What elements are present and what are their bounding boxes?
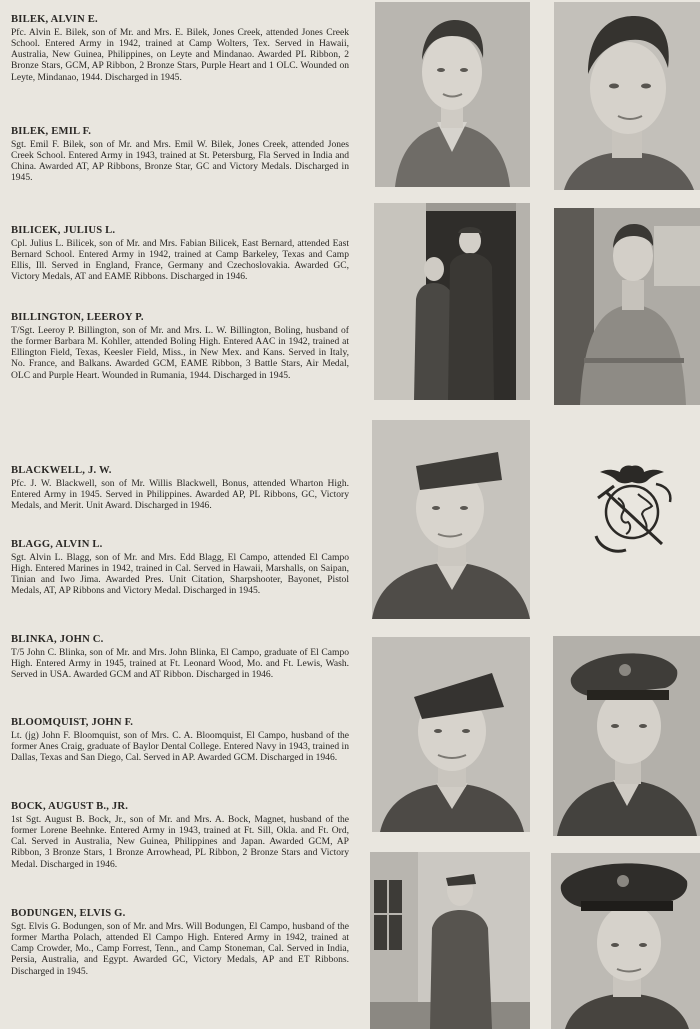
entry-blinka-john	[11, 634, 349, 680]
entry-bio: Pfc. J. W. Blackwell, son of Mr. Willis Blackwell, Bonus, attended Wharton High. Entered Army in 1945. Served in Philippines. Awarded AP, PL Ribbons, GC, Victory Medals, and Merit. Unit Award. Discharged in 1946.	[11, 478, 349, 512]
photo-bock-august	[370, 852, 530, 1029]
entry-name: BLACKWELL, J. W.	[11, 465, 112, 476]
entry-bio: Sgt. Elvis G. Bodungen, son of Mr. and Mrs. Will Bodungen, El Campo, husband of the former Martha Polach, attended El Campo High. Entered Army in 1942, trained at Camp Crowder, Mo., Camp Forrest, Tenn., and Camp Stoneman, Cal. Served in India, Persia, Australia, and Egypt. Awarded GC, Victory Medals, AP and ET Ribbons. Discharged in 1945.	[11, 921, 349, 977]
entry-bloomquist-john	[11, 717, 349, 763]
entry-bio: 1st Sgt. August B. Bock, Jr., son of Mr. and Mrs. A. Bock, Magnet, husband of the former Lorene Beehnke. Entered Army in 1943, trained at Ft. Sill, Okla. and Ft. Ord, Cal. Served in Australia, New Guinea, Philippines and Japan. Awarded GCM, AP Ribbon, 3 Bronze Stars, 1 Bronze Arrowhead, PL Ribbon, 2 Bronze Stars and Victory Medal. Discharged in 1946.	[11, 814, 349, 870]
photo-bilicek-julius	[374, 203, 530, 400]
entry-bio: Lt. (jg) John F. Bloomquist, son of Mrs. C. A. Bloomquist, El Campo, husband of the former Anes Craig, graduate of Baylor Dental College. Entered Navy in 1943, trained in Dallas, Texas and San Diego, Cal. Served in AP. Awarded GCM. Discharged in 1946.	[11, 730, 349, 764]
entry-blackwell-jw	[11, 465, 349, 511]
entry-name: BODUNGEN, ELVIS G.	[11, 908, 126, 919]
entry-bilek-alvin	[11, 14, 349, 83]
entry-bio: Sgt. Alvin L. Blagg, son of Mr. and Mrs. Edd Blagg, El Campo, attended El Campo High. Entered Marines in 1942, trained in Cal. Served in Hawaii, Marshalls, on Saipan, Tinian and Iwo Jima. Awarded Pres. Unit Citation, Sharpshooter, Bayonet, Pistol Medals, AT, AP Ribbons and Victory Medal. Discharged in 1945.	[11, 552, 349, 597]
entry-bio: T/Sgt. Leeroy P. Billington, son of Mr. and Mrs. L. W. Billington, Boling, husband of the former Barbara M. Kohller, attended Boling High. Entered AAC in 1942, trained at Ellington Field, Texas, Keesler Field, Miss., in New Mex. and Kans. Served in Italy, No. France, and Balkans. Awarded GCM, EAME Ribbon, 3 Battle Stars, Air Medal, OLC and Purple Heart. Wounded in Rumania, 1944. Discharged in 1945.	[11, 325, 349, 381]
photo-blackwell-jw	[372, 420, 530, 619]
entry-bio: Cpl. Julius L. Bilicek, son of Mr. and Mrs. Fabian Bilicek, East Bernard, attended East Bernard School. Entered Army in 1942, trained at Camp Barkeley, Texas and Camp Ellis, Ill. Served in England, France, Germany and Czechoslovakia. Awarded GC, Victory Medals, AT and EAME Ribbons. Discharged in 1946.	[11, 238, 349, 283]
entry-bock-august	[11, 801, 349, 870]
entry-name: BLOOMQUIST, JOHN F.	[11, 717, 134, 728]
entry-bio: Pfc. Alvin E. Bilek, son of Mr. and Mrs. E. Bilek, Jones Creek, attended Jones Creek School. Entered Army in 1942, trained at Camp Wolters, Tex. Served in Hawaii, Australia, New Guinea, Philippines, on Leyte and Mindanao. Awarded PL Ribbon, 2 Bronze Stars, GCM, AP Ribbon, 2 Bronze Stars, Purple Heart and 1 OLC. Wounded on Leyte, Mindanao, 1944. Discharged in 1945.	[11, 27, 349, 83]
photo-bilek-emil	[554, 2, 700, 190]
photo-billington-leeroy	[554, 208, 700, 405]
entry-name: BILLINGTON, LEEROY P.	[11, 312, 144, 323]
photo-blinka-john	[372, 637, 530, 832]
photo-bodungen-elvis	[551, 853, 700, 1029]
entry-blagg-alvin	[11, 539, 349, 597]
marine-corps-eagle-globe-anchor-icon	[586, 462, 678, 556]
entry-name: BLAGG, ALVIN L.	[11, 539, 103, 550]
entry-name: BILICEK, JULIUS L.	[11, 225, 116, 236]
entry-name: BOCK, AUGUST B., JR.	[11, 801, 129, 812]
entry-bio: T/5 John C. Blinka, son of Mr. and Mrs. John Blinka, El Campo, graduate of El Campo High. Entered Army in 1945, trained at Ft. Leonard Wood, Mo. and Ft. Lewis, Wash. Served in USA. Awarded GCM and AT Ribbon. Discharged in 1946.	[11, 647, 349, 681]
entry-name: BILEK, ALVIN E.	[11, 14, 98, 25]
entry-bilicek-julius	[11, 225, 349, 283]
entry-bodungen-elvis	[11, 908, 349, 977]
entry-bio: Sgt. Emil F. Bilek, son of Mr. and Mrs. Emil W. Bilek, Jones Creek, attended Jones Creek School. Entered Army in 1943, trained at St. Petersburg, Fla Served in India and China. Awarded AT, AP Ribbons, Bronze Star, GC and Victory Medals. Discharged in 1945.	[11, 139, 349, 184]
entry-name: BLINKA, JOHN C.	[11, 634, 104, 645]
photo-bilek-alvin	[375, 2, 530, 187]
photo-bloomquist-john	[553, 636, 700, 836]
entry-billington-leeroy	[11, 312, 349, 381]
entry-name: BILEK, EMIL F.	[11, 126, 92, 137]
entry-bilek-emil	[11, 126, 349, 184]
